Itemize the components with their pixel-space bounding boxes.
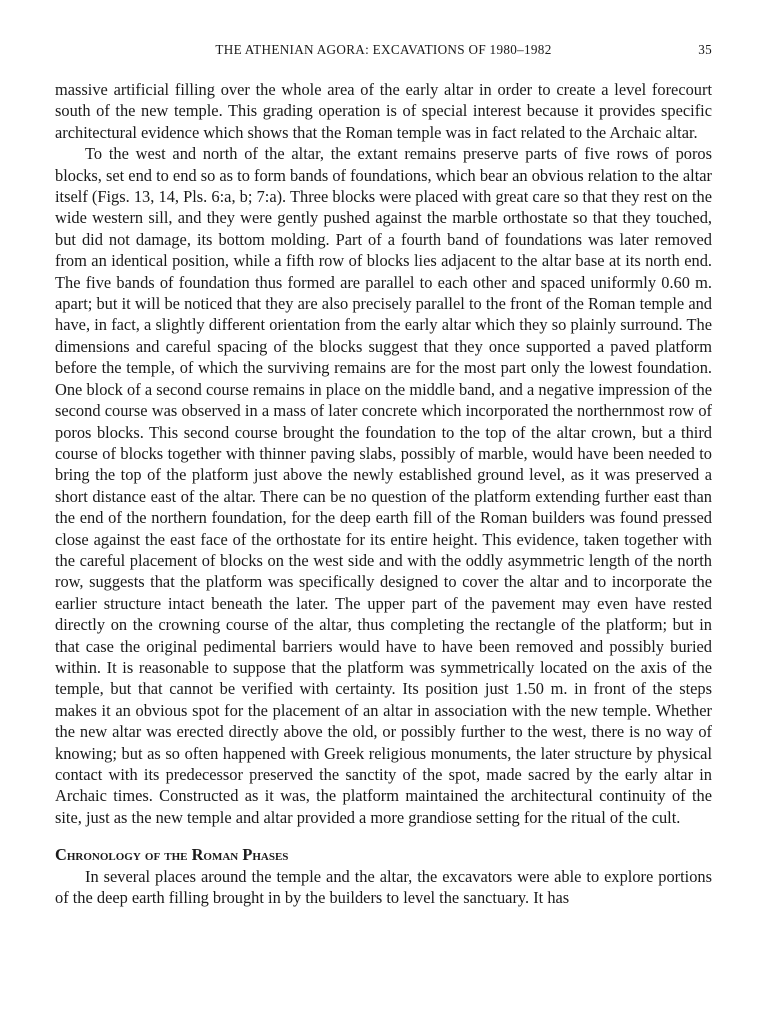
paragraph-chronology: In several places around the temple and the altar, the excavators were able to explore portions of the deep earth filling brought in by the builders to level the sanctuary. It has xyxy=(55,866,712,908)
running-title: THE ATHENIAN AGORA: EXCAVATIONS OF 1980–1982 xyxy=(215,42,552,57)
document-page xyxy=(55,42,712,908)
running-header xyxy=(55,42,712,62)
section-heading: Chronology of the Roman Phases xyxy=(55,845,289,865)
paragraph-foundations: To the west and north of the altar, the extant remains preserve parts of five rows of poros blocks, set end to end so as to form bands of foundations, which bear an obvious relation to the altar itself (Figs. 13, 14, Pls. 6:a, b; 7:a). Three blocks were placed with great care so that they rest on the wide western sill, and they were gently pushed against the marble orthostate so that they touched, but did not damage, its bottom molding. Part of a fourth band of foundations was later removed from an identical position, while a fifth row of blocks lies adjacent to the altar base at its north end. The five bands of foundation thus formed are parallel to each other and spaced uniformly 0.60 m. apart; but it will be noticed that they are also precisely parallel to the front of the Roman temple and have, in fact, a slightly different orientation from the early altar which they so plainly surround. The dimensions and careful spacing of the blocks suggest that they once supported a paved platform before the temple, of which the surviving remains are for the most part only the lowest foundation. One block of a second course remains in place on the middle band, and a negative impression of the second course was observed in a mass of later concrete which incorporated the northernmost row of poros blocks. This second course brought the foundation to the top of the altar crown, but a third course of blocks together with thinner paving slabs, possibly of marble, would have been needed to bring the top of the platform just above the newly established ground level, as it was preserved a short distance east of the altar. There can be no question of the platform extending further east than the end of the northern foundation, for the deep earth fill of the Roman builders was found pressed close against the east face of the orthostate for its entire height. This evidence, taken together with the careful placement of blocks on the west side and with the oddly asymmetric length of the north row, suggests that the platform was specifically designed to cover the altar and to incorporate the earlier structure intact beneath the later. The upper part of the pavement may even have rested directly on the crowning course of the altar, thus completing the rectangle of the platform; but in that case the original pedimental barriers would have to have been removed and possibly buried within. It is reasonable to suppose that the platform was symmetrically located on the axis of the temple, but that cannot be verified with certainty. Its position just 1.50 m. in front of the steps makes it an obvious spot for the placement of an altar in association with the new temple. Whether the new altar was erected directly above the old, or possibly further to the west, there is no way of knowing; but as so often happened with Greek religious monuments, the later structure by physical contact with its predecessor preserved the sanctity of the spot, made sacred by the early altar in Archaic times. Constructed as it was, the platform maintained the architectural continuity of the site, just as the new temple and altar provided a more grandiose setting for the ritual of the cult. xyxy=(55,144,712,827)
body-text xyxy=(55,79,712,908)
page-number: 35 xyxy=(698,42,712,57)
paragraph-continued: massive artificial filling over the whole area of the early altar in order to create a level forecourt south of the new temple. This grading operation is of special interest because it provides specific architectural evidence which shows that the Roman temple was in fact related to the Archaic altar. xyxy=(55,80,712,142)
